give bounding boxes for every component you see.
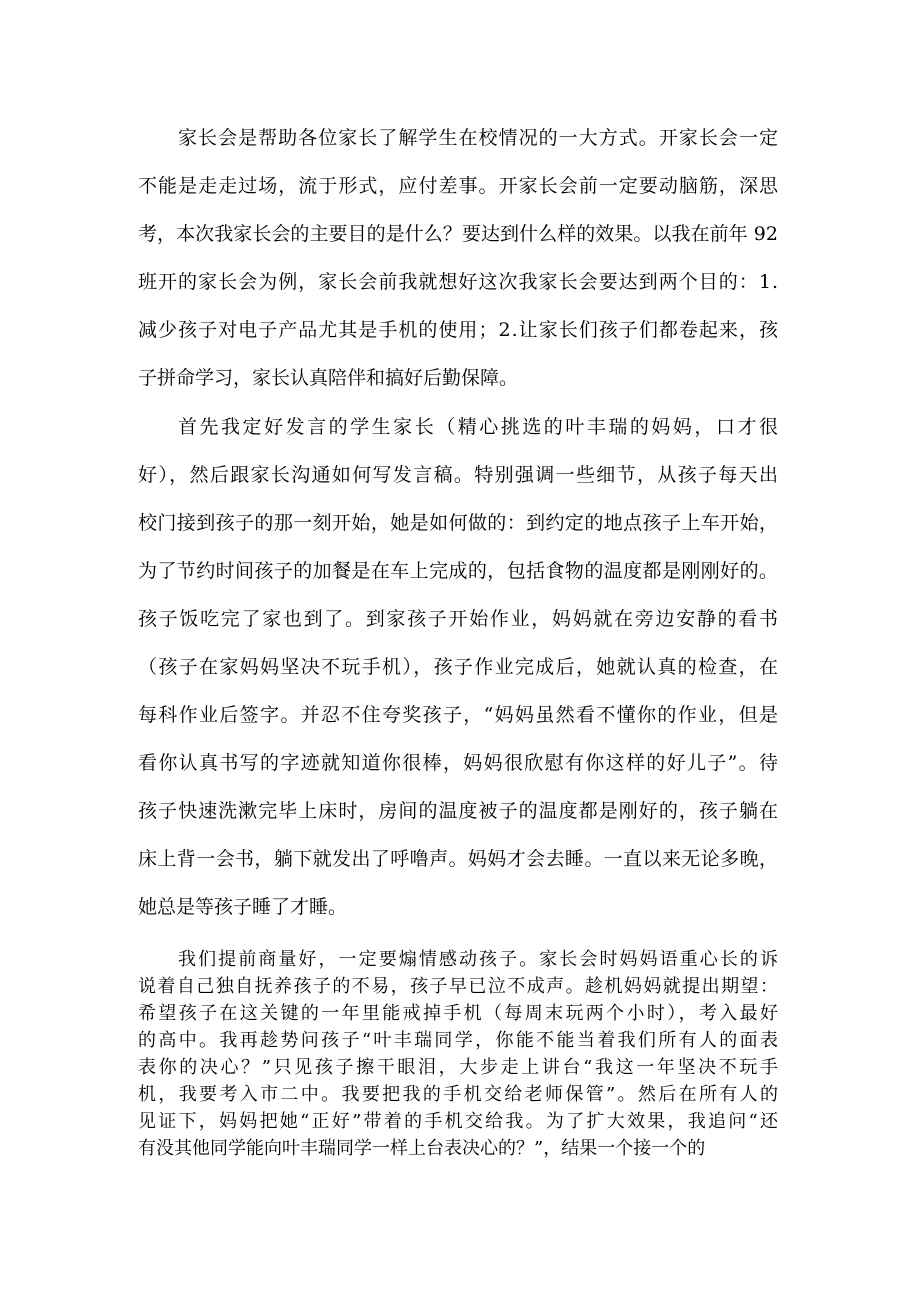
paragraph-3-line-8: 有没其他同学能向叶丰瑞同学一样上台表决心的？”，结果一个接一个的 [138,1138,706,1159]
paragraph-3-line-2: 说着自己独自抚养孩子的不易，孩子早已泣不成声。趁机妈妈就提出期望： [138,976,780,997]
paragraph-2-line-7: 每科作业后签字。并忍不住夸奖孩子，“妈妈虽然看不懂你的作业，但是 [138,704,780,726]
paragraph-1-line-2: 不能是走走过场，流于形式，应付差事。开家长会前一定要动脑筋，深思 [138,175,780,197]
paragraph-2-line-11: 她总是等孩子睡了才睡。 [138,896,348,918]
paragraph-1-line-3: 考，本次我家长会的主要目的是什么？要达到什么样的效果。以我在前年 92 [138,223,779,245]
paragraph-2-line-4: 为了节约时间孩子的加餐是在车上完成的，包括食物的温度都是刚刚好的。 [138,560,779,582]
paragraph-3-line-3: 希望孩子在这关键的一年里能戒掉手机（每周末玩两个小时），考入最好 [138,1003,781,1024]
paragraph-2-line-8: 看你认真书写的字迹就知道你很棒，妈妈很欣慰有你这样的好儿子”。待 [138,752,780,774]
paragraph-2-line-5: 孩子饭吃完了家也到了。到家孩子开始作业，妈妈就在旁边安静的看书 [138,608,780,630]
paragraph-2-line-3: 校门接到孩子的那一刻开始，她是如何做的：到约定的地点孩子上车开始， [138,512,779,534]
paragraph-1-line-6: 子拼命学习，家长认真陪伴和搞好后勤保障。 [138,367,519,389]
paragraph-1-line-4: 班开的家长会为例，家长会前我就想好这次我家长会要达到两个目的：1. [138,271,780,293]
paragraph-2-line-10: 床上背一会书，躺下就发出了呼噜声。妈妈才会去睡。一直以来无论多晚， [138,848,779,870]
paragraph-2-line-9: 孩子快速洗漱完毕上床时，房间的温度被子的温度都是刚好的，孩子躺在 [138,800,780,822]
paragraph-3-line-6: 机，我要考入市二中。我要把我的手机交给老师保管”。然后在所有人的 [138,1084,781,1105]
paragraph-1-line-1: 家长会是帮助各位家长了解学生在校情况的一大方式。开家长会一定 [178,127,780,149]
paragraph-3-line-4: 的高中。我再趁势问孩子“叶丰瑞同学，你能不能当着我们所有人的面表 [138,1030,781,1051]
paragraph-2-line-1: 首先我定好发言的学生家长（精心挑选的叶丰瑞的妈妈，口才很 [178,416,781,438]
paragraph-3-line-7: 见证下，妈妈把她“正好”带着的手机交给我。为了扩大效果，我追问“还 [138,1111,781,1132]
paragraph-3-line-5: 表你的决心？”只见孩子擦干眼泪，大步走上讲台“我这一年坚决不玩手 [138,1057,781,1078]
paragraph-1-line-5: 减少孩子对电子产品尤其是手机的使用；2.让家长们孩子们都卷起来，孩 [138,319,780,341]
paragraph-3-line-1: 我们提前商量好，一定要煽情感动孩子。家长会时妈妈语重心长的诉 [178,949,781,970]
paragraph-2-line-2: 好），然后跟家长沟通如何写发言稿。特别强调一些细节，从孩子每天出 [138,464,780,486]
paragraph-2-line-6: （孩子在家妈妈坚决不玩手机），孩子作业完成后，她就认真的检查，在 [138,656,780,678]
